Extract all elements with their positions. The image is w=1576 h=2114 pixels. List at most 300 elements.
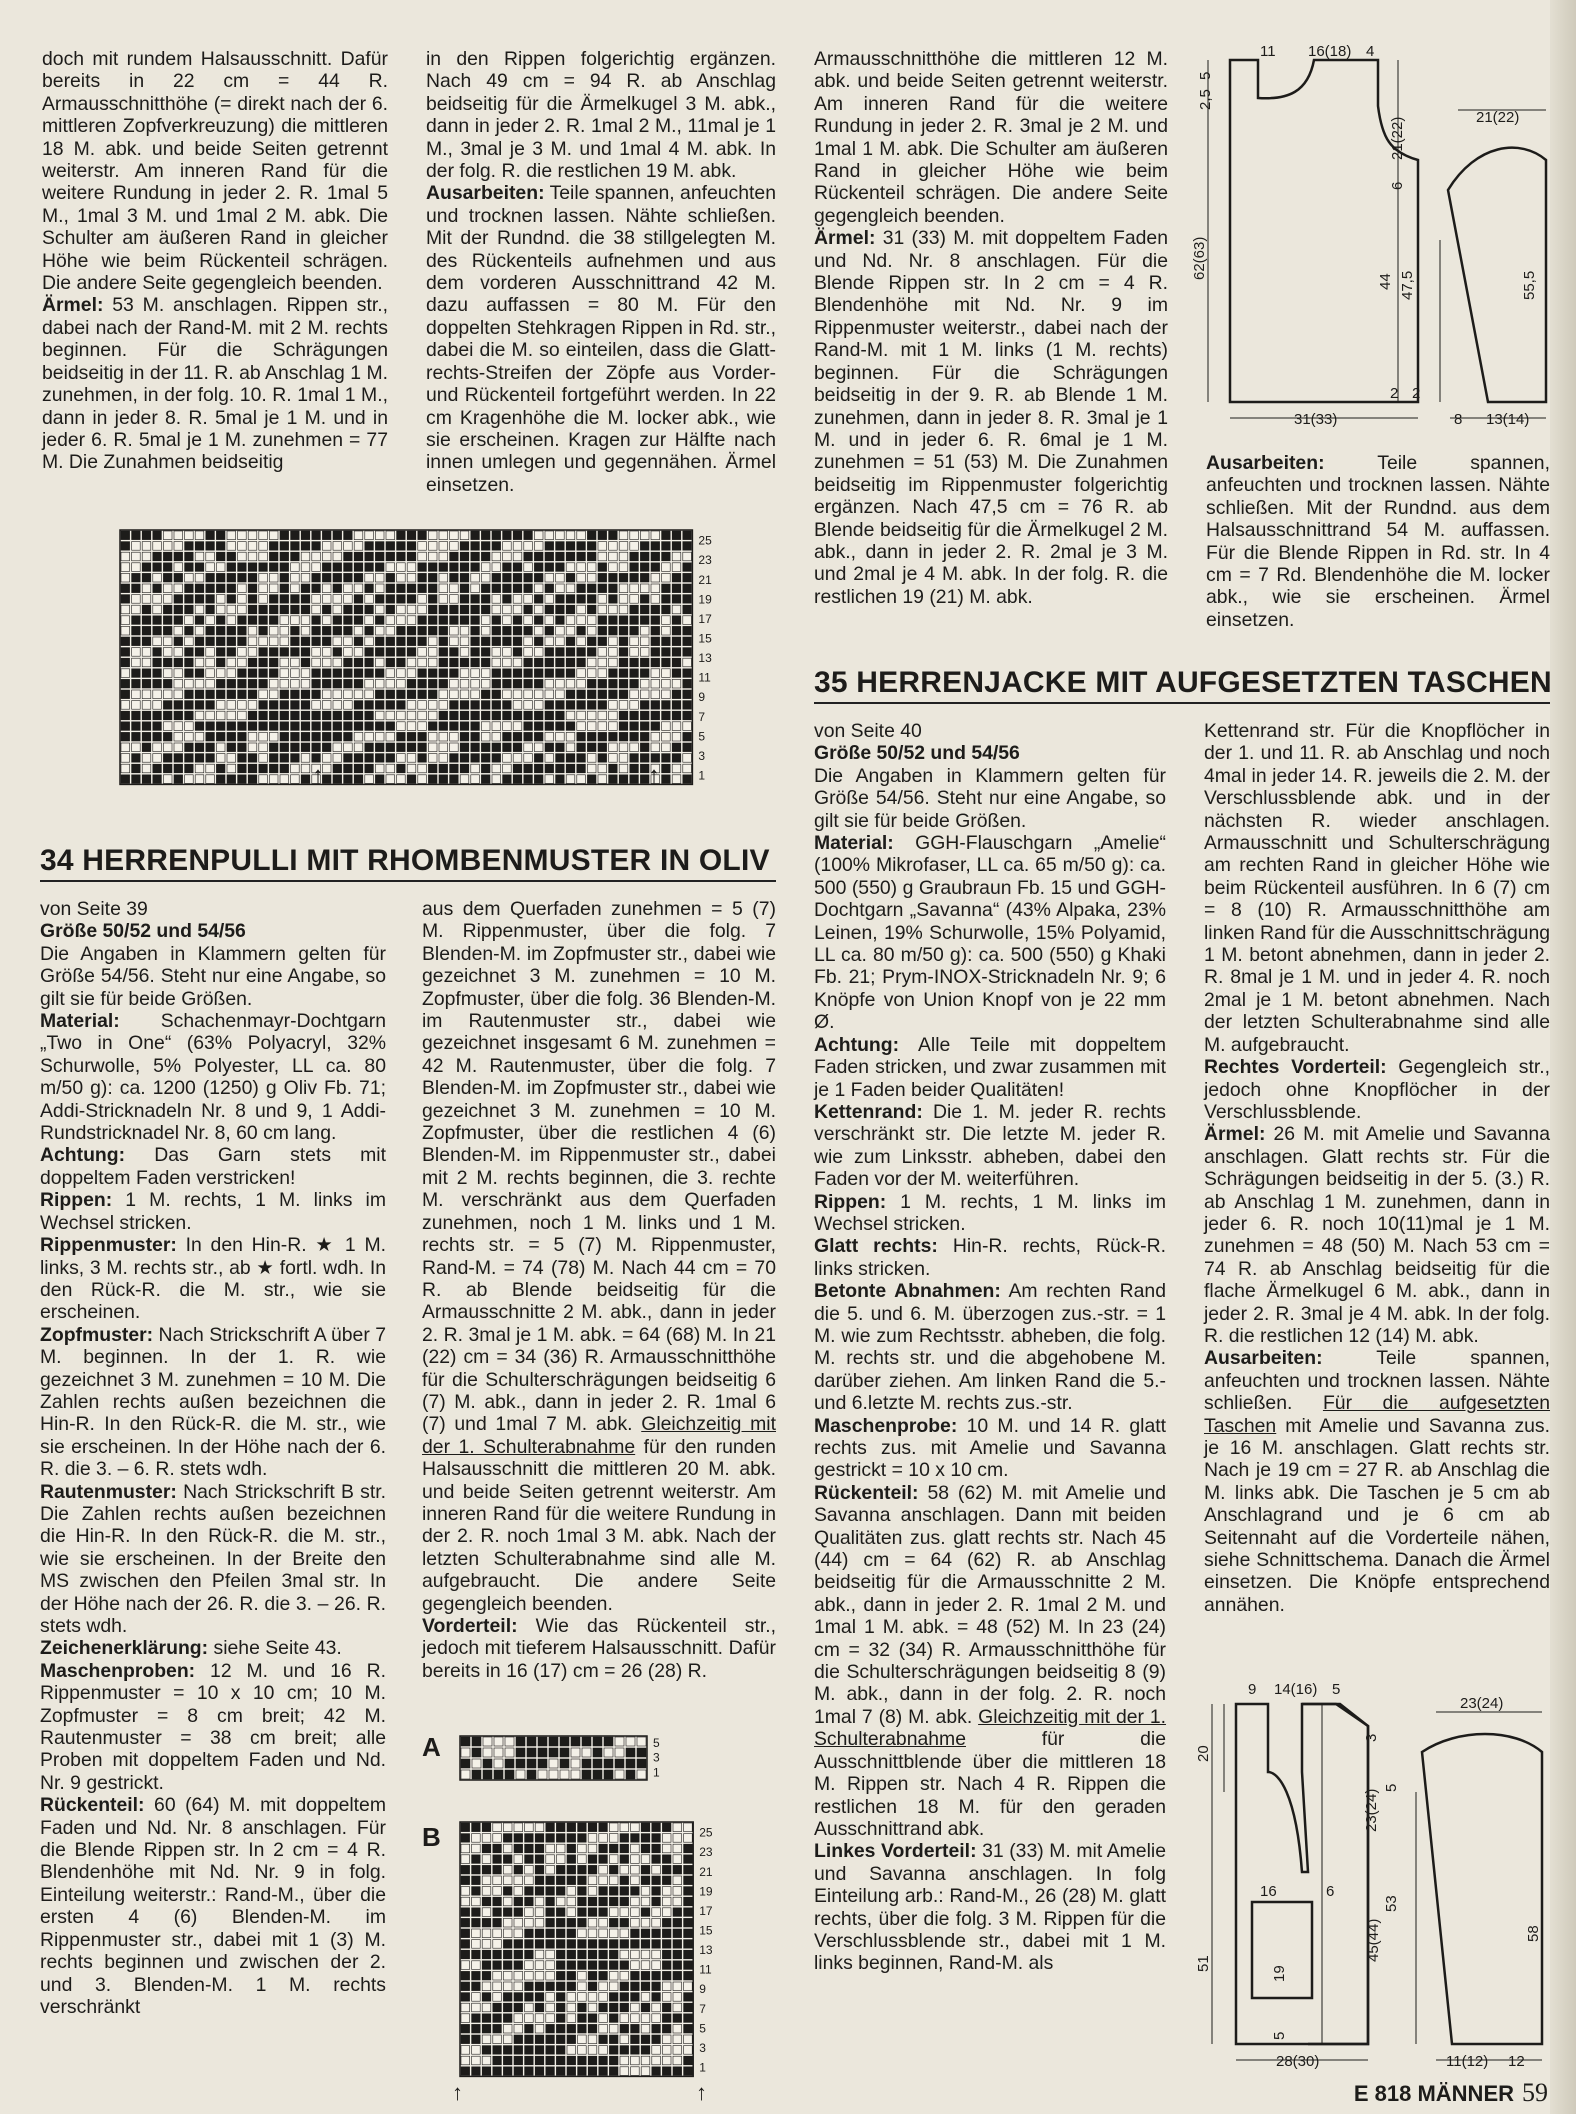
chart-cell: [227, 764, 236, 773]
chart-cell: [280, 605, 289, 614]
chart-cell: [227, 732, 236, 741]
chart-cell: [524, 616, 533, 625]
chart-cell: [599, 2046, 608, 2055]
paragraph: Die Angaben in Klammern gelten für Größe 54/56. Steht nur eine Angabe, so gilt sie für beide Größen.: [40, 942, 386, 1010]
chart-cell: [428, 531, 437, 540]
chart-cell: [513, 626, 522, 635]
chart-cell: [216, 658, 225, 667]
chart-cell: [439, 616, 448, 625]
chart-cell: [640, 701, 649, 710]
chart-cell: [503, 701, 512, 710]
chart-cell: [524, 637, 533, 646]
chart-cell: [619, 679, 628, 688]
chart-cell: [609, 1865, 618, 1874]
chart-cell: [566, 563, 575, 572]
chart-cell: [619, 775, 628, 784]
chart-cell: [365, 542, 374, 551]
chart-cell: [672, 690, 681, 699]
chart-cell: [439, 690, 448, 699]
chart-row-number: 13: [698, 651, 712, 666]
chart-cell: [567, 1897, 576, 1906]
chart-cell: [206, 595, 215, 604]
chart-cell: [142, 648, 151, 657]
chart-cell: [428, 679, 437, 688]
chart-cell: [344, 573, 353, 582]
chart-cell: [556, 679, 565, 688]
chart-cell: [567, 2024, 576, 2033]
chart-cell: [418, 573, 427, 582]
chart-cell: [344, 679, 353, 688]
chart-cell: [269, 764, 278, 773]
chart-cell: [322, 605, 331, 614]
chart-cell: [407, 573, 416, 582]
chart-cell: [163, 701, 172, 710]
chart-cell: [238, 775, 247, 784]
chart-cell: [471, 732, 480, 741]
chart-cell: [525, 1971, 534, 1980]
chart-cell: [312, 605, 321, 614]
chart-cell: [407, 605, 416, 614]
chart-cell: [641, 1897, 650, 1906]
chart-cell: [248, 616, 257, 625]
chart-cell: [516, 1748, 525, 1757]
chart-cell: [142, 584, 151, 593]
chart-cell: [619, 669, 628, 678]
chart-cell: [472, 1748, 481, 1757]
chart-cell: [683, 605, 692, 614]
chart-cell: [599, 1993, 608, 2002]
chart-cell: [620, 1865, 629, 1874]
chart-cell: [631, 2003, 640, 2012]
chart-cell: [461, 1897, 470, 1906]
chart-cell: [609, 1940, 618, 1949]
chart-cell: [556, 637, 565, 646]
chart-cell: [545, 732, 554, 741]
chart-cell: [291, 584, 300, 593]
chart-cell: [121, 584, 130, 593]
chart-cell: [673, 2003, 682, 2012]
paragraph: Gegengleich str., jedoch ohne Knopflöcher in der Verschlussblende.: [1204, 1056, 1551, 1123]
chart-cell: [619, 552, 628, 561]
chart-cell: [481, 711, 490, 720]
chart-cell: [503, 605, 512, 614]
chart-cell: [556, 1897, 565, 1906]
chart-cell: [174, 658, 183, 667]
chart-cell: [524, 626, 533, 635]
chart-cell: [163, 764, 172, 773]
chart-cell: [195, 531, 204, 540]
chart-cell: [535, 1876, 544, 1885]
chart-cell: [132, 542, 141, 551]
chart-cell: [513, 658, 522, 667]
chart-cell: [333, 764, 342, 773]
paragraph: 31 (33) M. mit doppeltem Faden und Nd. Nr. 8 anschlagen. Für die Blende Rippen str. In 2 cm = 4 R. Blendenhöhe mit Nd. Nr. 9 im Rippenmuster weiterstr., dabei nach der Rand-M. mit 1 M. links (1 M. rechts) beginnen. Für die Schrägungen beidseitig in der 9. R. ab Blende 1 M. zunehmen, dann in jeder 8. R. 3mal je 1 M. und in jeder 6. R. 6mal je 1 M. zunehmen = 51 (53) M. Die Zunahmen beidseitig im Rippenmuster folgerichtig ergänzen. Nach 47,5 cm = 76 R. ab Blende beidseitig für die Ärmelkugel 2 M. abk., dann in jeder 2. R. 2mal je 3 M. und 2mal je 4 M. abk. In der folg. R. die restlichen 19 (21) M. abk.: [814, 227, 1168, 608]
chart-cell: [630, 743, 639, 752]
chart-cell: [513, 743, 522, 752]
schema-pocket: [1252, 1902, 1312, 1998]
chart-cell: [626, 1737, 635, 1746]
chart-cell: [471, 573, 480, 582]
chart-cell: [259, 658, 268, 667]
chart-cell: [461, 1770, 470, 1779]
chart-cell: [386, 658, 395, 667]
chart-cell: [566, 542, 575, 551]
chart-cell: [461, 1993, 470, 2002]
chart-cell: [652, 1844, 661, 1853]
chart-cell: [461, 1982, 470, 1991]
chart-cell: [598, 764, 607, 773]
chart-cell: [525, 1865, 534, 1874]
chart-cell: [578, 1993, 587, 2002]
chart-cell: [481, 648, 490, 657]
chart-cell: [683, 764, 692, 773]
chart-cell: [549, 1759, 558, 1768]
label-aermel: Ärmel:: [42, 294, 104, 317]
chart-cell: [322, 542, 331, 551]
chart-cell: [248, 552, 257, 561]
chart-cell: [206, 552, 215, 561]
chart-cell: [269, 563, 278, 572]
chart-cell: [640, 754, 649, 763]
chart-cell: [641, 1961, 650, 1970]
chart-cell: [227, 605, 236, 614]
page-footer: [1354, 2078, 1548, 2108]
chart-cell: [472, 1940, 481, 1949]
chart-cell: [482, 1865, 491, 1874]
chart-cell: [375, 701, 384, 710]
chart-cell: [534, 595, 543, 604]
chart-cell: [684, 2067, 693, 2076]
chart-cell: [482, 1876, 491, 1885]
chart-cell: [566, 616, 575, 625]
chart-cell: [206, 690, 215, 699]
chart-cell: [503, 1897, 512, 1906]
chart-cell: [630, 584, 639, 593]
chart-cell: [683, 552, 692, 561]
chart-cell: [153, 573, 162, 582]
chart-cell: [587, 732, 596, 741]
chart-cell: [514, 1961, 523, 1970]
chart-cell: [673, 1950, 682, 1959]
label: Kettenrand:: [814, 1100, 923, 1123]
chart-cell: [460, 764, 469, 773]
chart-cell: [493, 1834, 502, 1843]
chart-cell: [672, 764, 681, 773]
chart-cell: [397, 552, 406, 561]
chart-cell: [481, 775, 490, 784]
chart-cell: [513, 542, 522, 551]
chart-cell: [651, 732, 660, 741]
chart-cell: [269, 542, 278, 551]
chart-cell: [619, 616, 628, 625]
chart-cell: [174, 648, 183, 657]
chart-cell: [587, 754, 596, 763]
chart-cell: [142, 764, 151, 773]
chart-cell: [546, 2067, 555, 2076]
chart-cell: [375, 764, 384, 773]
chart-cell: [216, 605, 225, 614]
chart-cell: [619, 711, 628, 720]
chart-cell: [248, 626, 257, 635]
chart-cell: [604, 1748, 613, 1757]
chart-cell: [640, 637, 649, 646]
chart-cell: [683, 690, 692, 699]
chart-cell: [354, 743, 363, 752]
chart-cell: [556, 2014, 565, 2023]
chart-cell: [206, 701, 215, 710]
chart-cell: [588, 1908, 597, 1917]
chart-cell: [259, 648, 268, 657]
chart-cell: [227, 722, 236, 731]
chart-cell: [153, 711, 162, 720]
chart-cell: [514, 1908, 523, 1917]
chart-cell: [354, 679, 363, 688]
schema-label: 8: [1454, 411, 1463, 428]
chart-cell: [566, 584, 575, 593]
chart-cell: [604, 1770, 613, 1779]
chart-cell: [545, 690, 554, 699]
chart-cell: [259, 764, 268, 773]
chart-cell: [598, 637, 607, 646]
chart-cell: [556, 552, 565, 561]
chart-cell: [640, 605, 649, 614]
chart-cell: [609, 1876, 618, 1885]
chart-cell: [418, 669, 427, 678]
chart-cell: [641, 1844, 650, 1853]
chart-cell: [609, 1929, 618, 1938]
chart-cell: [492, 701, 501, 710]
chart-cell: [673, 1971, 682, 1980]
chart-cell: [333, 563, 342, 572]
chart-cell: [174, 605, 183, 614]
chart-cell: [566, 573, 575, 582]
chart-cell: [227, 648, 236, 657]
chart-cell: [259, 626, 268, 635]
chart-cell: [631, 1908, 640, 1917]
chart-cell: [322, 669, 331, 678]
chart-cell: [322, 722, 331, 731]
chart-cell: [556, 722, 565, 731]
chart-cell: [291, 573, 300, 582]
chart-cell: [439, 605, 448, 614]
chart-cell: [206, 637, 215, 646]
chart-cell: [481, 626, 490, 635]
chart-cell: [577, 690, 586, 699]
chart-cell: [630, 669, 639, 678]
chart-cell: [439, 648, 448, 657]
chart-cell: [291, 679, 300, 688]
chart-cell: [641, 1950, 650, 1959]
chart-cell: [195, 701, 204, 710]
chart-cell: [280, 690, 289, 699]
chart-cell: [472, 2056, 481, 2065]
chart-cell: [684, 2056, 693, 2065]
chart-cell: [312, 531, 321, 540]
chart-cell: [578, 2056, 587, 2065]
chart-cell: [238, 711, 247, 720]
chart-cell: [599, 2056, 608, 2065]
chart-cell: [524, 658, 533, 667]
chart-cell: [322, 626, 331, 635]
chart-cell: [556, 1887, 565, 1896]
chart-cell: [503, 584, 512, 593]
chart-cell: [578, 2003, 587, 2012]
chart-cell: [481, 743, 490, 752]
chart-cell: [652, 2067, 661, 2076]
chart-cell: [206, 669, 215, 678]
chart-cell: [662, 754, 671, 763]
chart-cell: [291, 648, 300, 657]
chart-cell: [525, 1961, 534, 1970]
chart-cell: [121, 637, 130, 646]
paragraph: 26 M. mit Amelie und Savanna anschlagen. Glatt rechts str. Für die Schrägungen beidseitig in der 5. (3.) R. ab Anschlag 1 M. zunehmen, dann in jeder 6. R. noch 10(11)mal je 1 M. zunehmen = 48 (50) M. Nach 53 cm = 74 R. ab Anschlag beidseitig für die flache Ärmelkugel 6 M. abk., dann in jeder 2. R. 3mal je 4 M. abk. In der folg. R. die restlichen 12 (14) M. abk.: [1204, 1123, 1550, 1347]
chart-cell: [206, 732, 215, 741]
label: Ärmel:: [814, 227, 876, 250]
chart-cell: [546, 2056, 555, 2065]
chart-cell: [450, 563, 459, 572]
chart-cell: [599, 2024, 608, 2033]
chart-cell: [630, 605, 639, 614]
chart-cell: [397, 584, 406, 593]
chart-cell: [598, 711, 607, 720]
chart-cell: [216, 573, 225, 582]
chart-cell: [556, 2024, 565, 2033]
schema-label: 55,5: [1521, 270, 1538, 300]
chart-cell: [428, 552, 437, 561]
chart-cell: [493, 2067, 502, 2076]
chart-cell: [631, 1950, 640, 1959]
chart-cell: [439, 669, 448, 678]
chart-cell: [503, 1950, 512, 1959]
chart-cell: [216, 595, 225, 604]
chart-cell: [598, 658, 607, 667]
chart-cell: [418, 626, 427, 635]
chart-cell: [524, 648, 533, 657]
chart-cell: [344, 701, 353, 710]
chart-cell: [567, 2046, 576, 2055]
chart-cell: [280, 563, 289, 572]
chart-cell: [599, 1834, 608, 1843]
chart-cell: [630, 775, 639, 784]
chart-cell: [185, 732, 194, 741]
chart-cell: [534, 722, 543, 731]
chart-cell: [472, 1887, 481, 1896]
paragraph: Nach Strickschrift B str. Die Zahlen rechts außen bezeichnen die Hin-R. In den Rück-R. die M. str., wie sie erscheinen. In der Breite den MS zwischen den Pfeilen 3mal str. In der Höhe nach der 26. R. die 3. – 26. R. stets wdh.: [40, 1480, 386, 1637]
chart-cell: [492, 605, 501, 614]
chart-cell: [461, 1844, 470, 1853]
chart-cell: [599, 1929, 608, 1938]
chart-row-number: 1: [698, 768, 706, 783]
chart-cell: [291, 616, 300, 625]
chart-cell: [631, 2067, 640, 2076]
chart-cell: [684, 1950, 693, 1959]
schema-label: 23(24): [1363, 1788, 1380, 1832]
chart-cell: [640, 690, 649, 699]
chart-cell: [482, 1844, 491, 1853]
label-ausarbeiten: Ausarbeiten:: [426, 182, 545, 205]
chart-cell: [604, 1759, 613, 1768]
chart-cell: [588, 1918, 597, 1927]
chart-cell: [662, 552, 671, 561]
chart-cell: [461, 2003, 470, 2012]
chart-cell: [566, 669, 575, 678]
chart-cell: [269, 595, 278, 604]
chart-cell: [598, 605, 607, 614]
paragraph: In den Hin-R. ★ 1 M. links, 3 M. rechts str., ab ★ fortl. wdh. In den Rück-R. die M. str., wie sie erscheinen.: [40, 1234, 386, 1324]
chart-cell: [163, 616, 172, 625]
chart-cell: [566, 595, 575, 604]
chart-cell: [397, 701, 406, 710]
chart-cell: [588, 2056, 597, 2065]
chart-cell: [503, 1961, 512, 1970]
chart-cell: [174, 764, 183, 773]
chart-cell: [481, 637, 490, 646]
chart-cell: [471, 743, 480, 752]
chart-cell: [620, 2046, 629, 2055]
chart-cell: [684, 1993, 693, 2002]
chart-cell: [662, 584, 671, 593]
chart-cell: [578, 1855, 587, 1864]
source-note: von Seite 40: [814, 720, 922, 742]
chart-cell: [662, 542, 671, 551]
chart-cell: [578, 1971, 587, 1980]
chart-cell: [641, 1876, 650, 1885]
column-34-cont-3: [814, 48, 1168, 608]
chart-cell: [631, 1961, 640, 1970]
chart-cell: [652, 1929, 661, 1938]
chart-cell: [163, 722, 172, 731]
chart-cell: [163, 658, 172, 667]
chart-cell: [619, 637, 628, 646]
chart-cell: [587, 637, 596, 646]
chart-cell: [493, 2003, 502, 2012]
chart-cell: [567, 2056, 576, 2065]
chart-cell: [609, 1823, 618, 1832]
chart-cell: [238, 605, 247, 614]
chart-cell: [577, 616, 586, 625]
label: Rippen:: [814, 1190, 887, 1213]
schema-label: 5: [1197, 71, 1214, 80]
chart-cell: [344, 616, 353, 625]
chart-cell: [132, 616, 141, 625]
chart-cell: [672, 754, 681, 763]
chart-cell: [418, 637, 427, 646]
chart-cell: [514, 1897, 523, 1906]
chart-cell: [206, 616, 215, 625]
chart-cell: [630, 563, 639, 572]
chart-cell: [514, 1950, 523, 1959]
chart-cell: [344, 552, 353, 561]
chart-cell: [450, 732, 459, 741]
chart-cell: [174, 775, 183, 784]
chart-cell: [503, 1908, 512, 1917]
chart-cell: [652, 1993, 661, 2002]
chart-cell: [439, 764, 448, 773]
chart-cell: [428, 563, 437, 572]
chart-cell: [683, 679, 692, 688]
chart-cell: [598, 701, 607, 710]
chart-cell: [513, 552, 522, 561]
chart-cell: [620, 1834, 629, 1843]
chart-cell: [354, 531, 363, 540]
chart-cell: [121, 531, 130, 540]
chart-cell: [439, 732, 448, 741]
chart-cell: [620, 1993, 629, 2002]
chart-cell: [386, 605, 395, 614]
chart-cell: [397, 616, 406, 625]
chart-cell: [301, 573, 310, 582]
chart-cell: [333, 690, 342, 699]
